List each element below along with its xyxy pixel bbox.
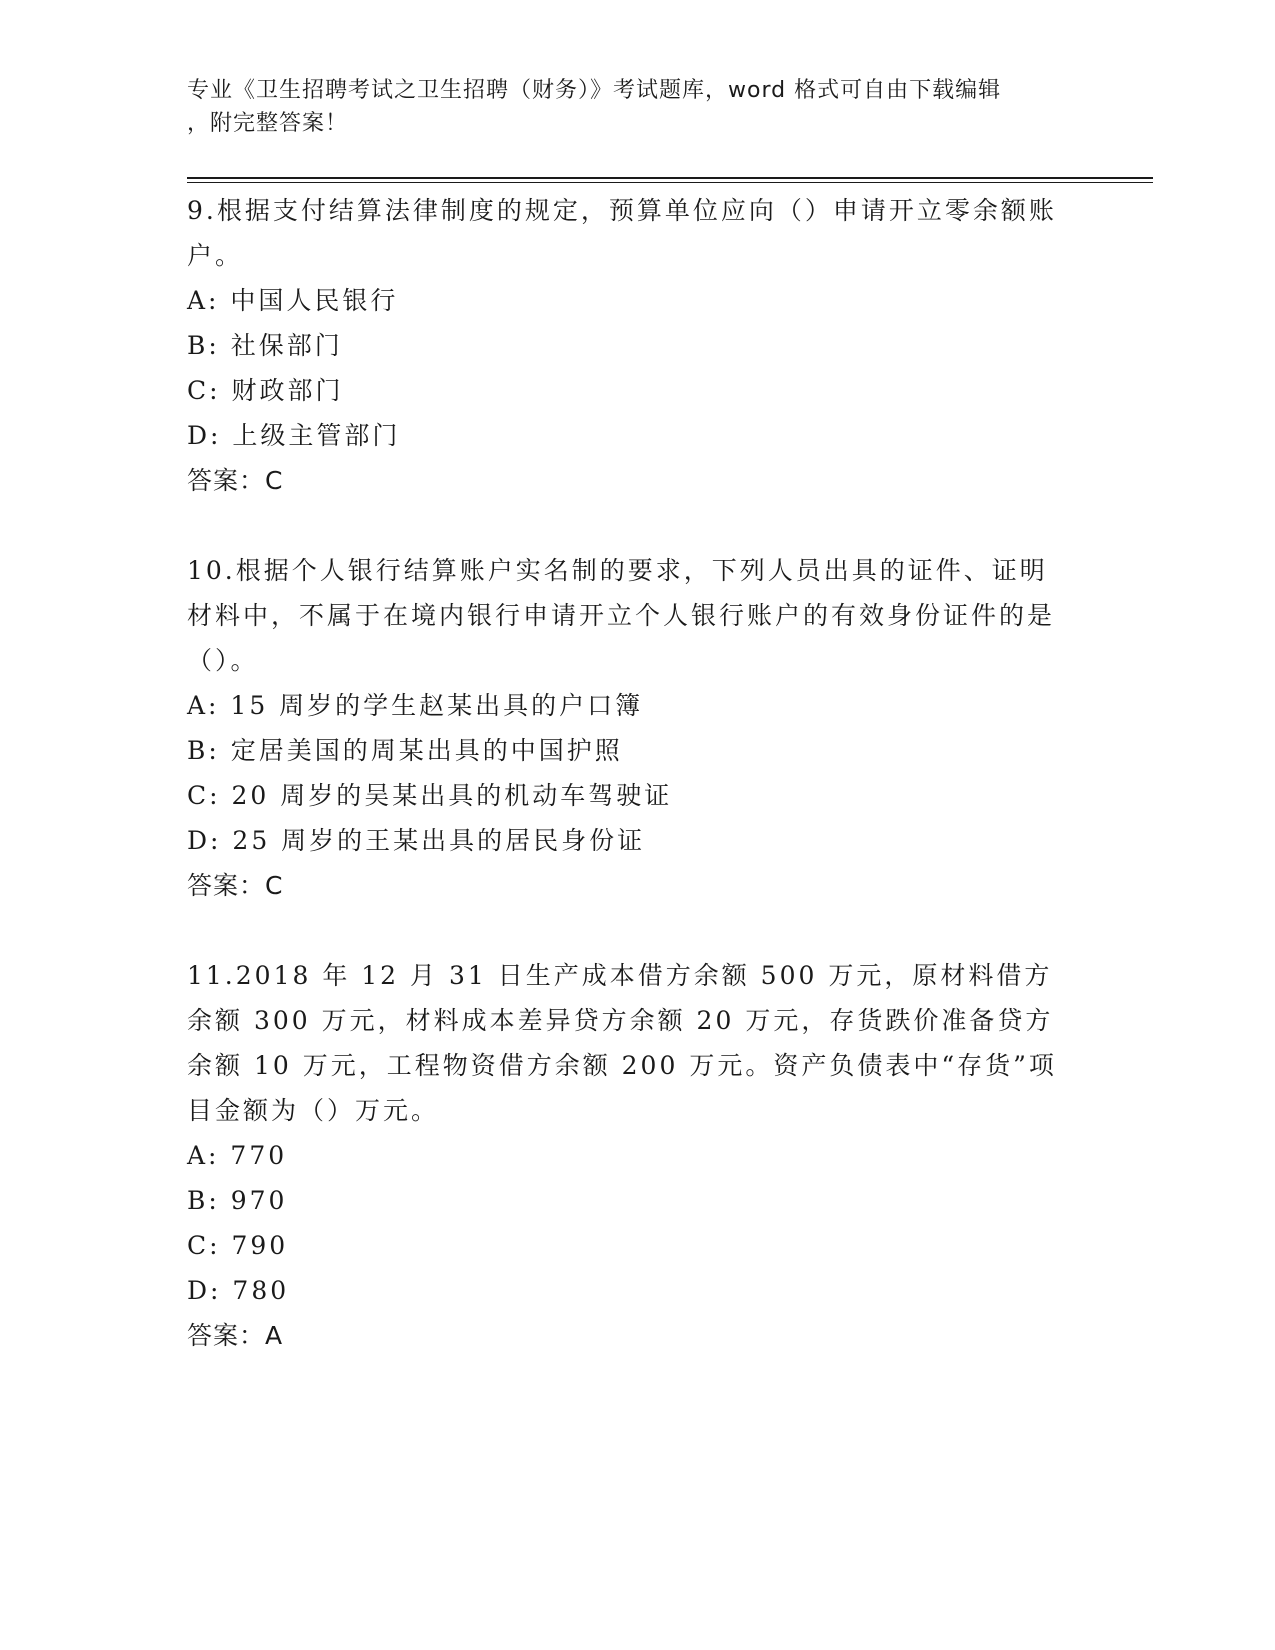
question-10 <box>187 548 1087 908</box>
header-rule-thick <box>187 177 1153 179</box>
option-b: B: 970 <box>187 1186 288 1215</box>
option-a: A: 中国人民银行 <box>187 286 399 315</box>
document-header <box>187 74 1067 140</box>
header-line-1: 专业《卫生招聘考试之卫生招聘（财务）》考试题库，word 格式可自由下载编辑 <box>187 78 1002 103</box>
answer: 答案：A <box>187 1321 284 1350</box>
header-rule-thin <box>187 182 1153 183</box>
spacer <box>187 503 1087 548</box>
question-stem: 11.2018 年 12 月 31 日生产成本借方余额 500 万元，原材料借方余额 300 万元，材料成本差异贷方余额 20 万元，存货跌价准备贷方余额 10 万元，工程物资借方余额 200 万元。资产负债表中“存货”项目金额为（）万元。 <box>187 961 1057 1125</box>
question-stem: 9.根据支付结算法律制度的规定，预算单位应向（）申请开立零余额账户。 <box>187 196 1057 270</box>
question-stem: 10.根据个人银行结算账户实名制的要求，下列人员出具的证件、证明材料中，不属于在境内银行申请开立个人银行账户的有效身份证件的是（）。 <box>187 556 1056 675</box>
option-c: C: 20 周岁的吴某出具的机动车驾驶证 <box>187 781 673 810</box>
option-d: D: 上级主管部门 <box>187 421 401 450</box>
question-9 <box>187 188 1087 503</box>
header-line-2: ，附完整答案！ <box>187 111 349 136</box>
option-c: C: 财政部门 <box>187 376 344 405</box>
question-list <box>187 188 1087 1358</box>
answer: 答案：C <box>187 871 284 900</box>
option-d: D: 25 周岁的王某出具的居民身份证 <box>187 826 646 855</box>
option-b: B: 定居美国的周某出具的中国护照 <box>187 736 623 765</box>
option-d: D: 780 <box>187 1276 290 1305</box>
answer: 答案：C <box>187 466 284 495</box>
option-a: A: 15 周岁的学生赵某出具的户口簿 <box>187 691 644 720</box>
option-c: C: 790 <box>187 1231 289 1260</box>
option-b: B: 社保部门 <box>187 331 343 360</box>
option-a: A: 770 <box>187 1141 288 1170</box>
spacer <box>187 908 1087 953</box>
question-11 <box>187 953 1087 1358</box>
